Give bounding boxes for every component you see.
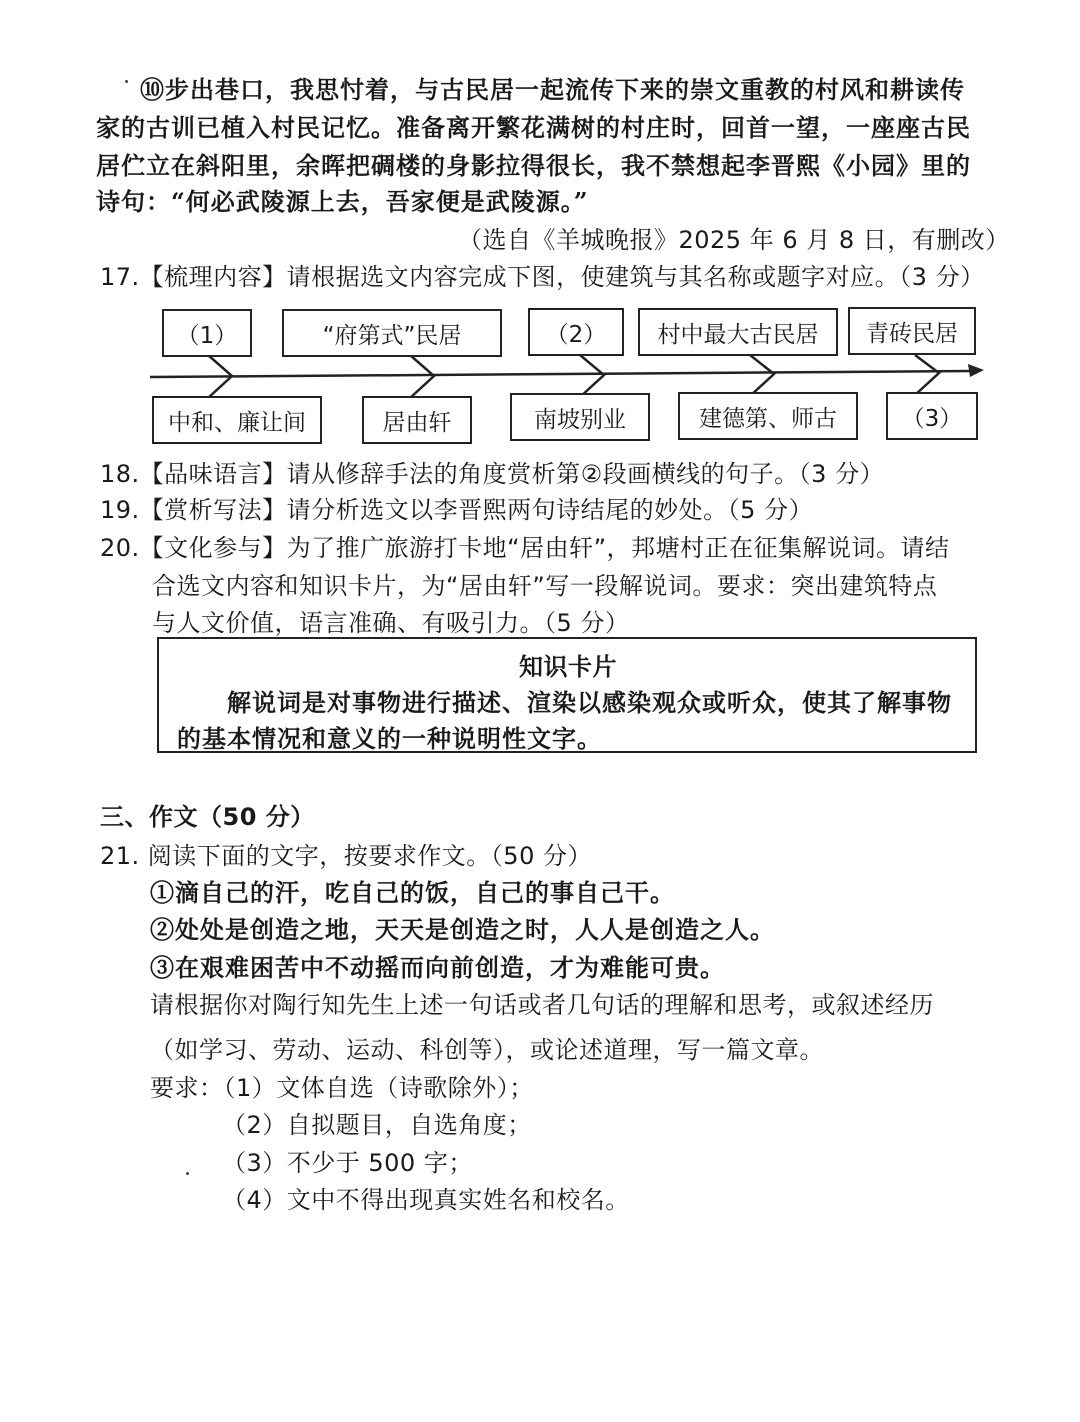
timeline-diagram	[0, 0, 1080, 460]
timeline-top-box: （2）	[528, 308, 624, 356]
timeline-chevron	[915, 355, 939, 395]
timeline-top-box: （1）	[162, 309, 252, 357]
timeline-axis	[150, 371, 972, 377]
question-20-line: 合选文内容和知识卡片，为“居由轩”写一段解说词。要求：突出建筑特点	[152, 572, 938, 600]
timeline-chevron	[750, 355, 774, 396]
scan-dot	[186, 1172, 189, 1175]
question-17: 17.【梳理内容】请根据选文内容完成下图，使建筑与其名称或题字对应。（3 分）	[100, 263, 985, 291]
passage-source: （选自《羊城晚报》2025 年 6 月 8 日，有删改）	[458, 226, 1010, 254]
passage-line: ⑩步出巷口，我思忖着，与古民居一起流传下来的崇文重教的村风和耕读传	[140, 75, 965, 104]
passage-line: 居伫立在斜阳里，余晖把碉楼的身影拉得很长，我不禁想起李晋熙《小园》里的	[96, 151, 971, 180]
timeline-bottom-box: 南坡别业	[510, 393, 650, 441]
question-21-title: 21. 阅读下面的文字，按要求作文。（50 分）	[100, 842, 592, 870]
knowledge-card-title: 知识卡片	[519, 653, 617, 681]
timeline-bottom-box: 居由轩	[362, 396, 472, 444]
question-20-line: 与人文价值，语言准确、有吸引力。（5 分）	[152, 609, 630, 637]
question-20-line: 20.【文化参与】为了推广旅游打卡地“居由轩”，邦塘村正在征集解说词。请结	[100, 534, 950, 562]
requirement-line: （3）不少于 500 字；	[222, 1149, 473, 1177]
prompt-line: 请根据你对陶行知先生上述一句话或者几句话的理解和思考，或叙述经历	[150, 991, 934, 1019]
timeline-arrowhead	[968, 364, 984, 377]
prompt-line: （如学习、劳动、运动、科创等），或论述道理，写一篇文章。	[150, 1036, 824, 1064]
section-title: 三、作文（50 分）	[100, 803, 315, 831]
timeline-bottom-box: （3）	[886, 392, 978, 440]
timeline-top-box: 村中最大古民居	[638, 308, 838, 356]
quote-line: ①滴自己的汗，吃自己的饭，自己的事自己干。	[150, 878, 675, 907]
timeline-bottom-box: 建德第、师古	[678, 392, 858, 440]
quote-line: ②处处是创造之地，天天是创造之时，人人是创造之人。	[150, 915, 775, 944]
timeline-top-box: 青砖民居	[848, 307, 976, 355]
question-19: 19.【赏析写法】请分析选文以李晋熙两句诗结尾的妙处。（5 分）	[100, 496, 814, 524]
quote-line: ③在艰难困苦中不动摇而向前创造，才为难能可贵。	[150, 953, 725, 982]
requirement-line: 要求：（1）文体自选（诗歌除外）；	[150, 1074, 534, 1102]
timeline-top-box: “府第式”民居	[282, 309, 502, 357]
passage-line: 诗句：“何必武陵源上去，吾家便是武陵源。”	[96, 187, 589, 216]
timeline-chevron	[580, 355, 604, 397]
question-18: 18.【品味语言】请从修辞手法的角度赏析第②段画横线的句子。（3 分）	[100, 460, 885, 488]
knowledge-card-line: 的基本情况和意义的一种说明性文字。	[177, 724, 602, 753]
timeline-chevron	[410, 355, 434, 398]
requirement-line: （4）文中不得出现真实姓名和校名。	[222, 1186, 630, 1214]
requirement-line: （2）自拟题目，自选角度；	[222, 1111, 532, 1139]
knowledge-card	[157, 637, 977, 753]
timeline-bottom-box: 中和、廉让间	[152, 396, 322, 444]
passage-line: 家的古训已植入村民记忆。准备离开繁花满树的村庄时，回首一望，一座座古民	[96, 113, 971, 142]
knowledge-card-line: 解说词是对事物进行描述、渲染以感染观众或听众，使其了解事物	[227, 688, 952, 717]
